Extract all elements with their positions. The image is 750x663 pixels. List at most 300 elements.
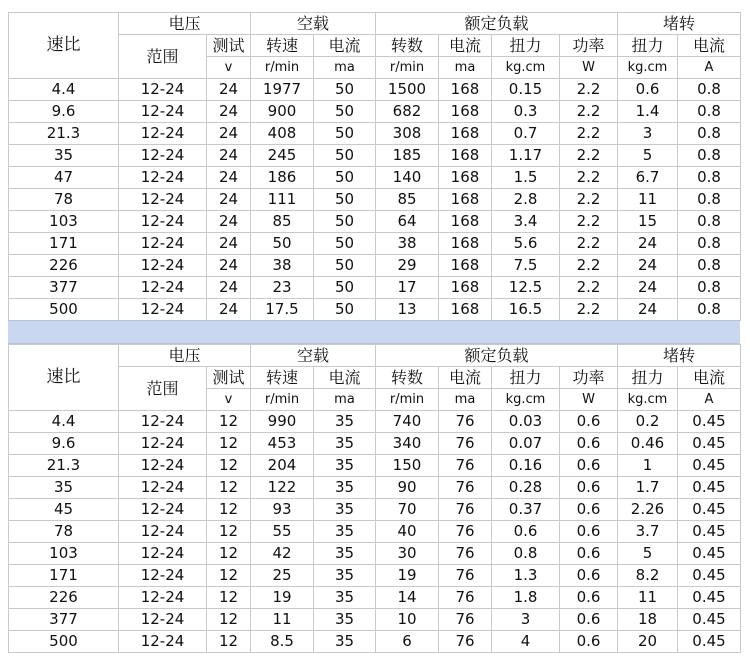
no-load-speed-cell: 17.5	[251, 299, 314, 321]
test-voltage-header: 测试	[207, 367, 251, 389]
stall-torque-cell: 24	[618, 277, 678, 299]
no-load-current-cell: 50	[314, 189, 376, 211]
rated-torque-cell: 7.5	[492, 255, 560, 277]
no-load-current-header: 电流	[314, 35, 376, 57]
stall-current-cell: 0.8	[678, 101, 741, 123]
unit-rpm: r/min	[376, 389, 439, 411]
test-voltage-cell: 12	[207, 411, 251, 433]
rated-power-cell: 2.2	[560, 189, 618, 211]
rated-rpm-cell: 340	[376, 433, 439, 455]
stall-torque-header: 扭力	[618, 367, 678, 389]
table-row	[9, 477, 741, 499]
rated-power-cell: 0.6	[560, 455, 618, 477]
rated-rpm-cell: 29	[376, 255, 439, 277]
motor-spec-table-12v	[8, 344, 741, 653]
no-load-current-cell: 50	[314, 211, 376, 233]
test-voltage-cell: 12	[207, 609, 251, 631]
rated-power-cell: 2.2	[560, 79, 618, 101]
speed-ratio-cell: 21.3	[9, 455, 119, 477]
stall-current-cell: 0.45	[678, 455, 741, 477]
no-load-current-cell: 50	[314, 233, 376, 255]
rated-rpm-header: 转数	[376, 35, 439, 57]
speed-ratio-cell: 78	[9, 189, 119, 211]
speed-ratio-cell: 35	[9, 145, 119, 167]
rated-torque-header: 扭力	[492, 35, 560, 57]
speed-ratio-cell: 500	[9, 631, 119, 653]
test-voltage-cell: 12	[207, 587, 251, 609]
table-row	[9, 101, 741, 123]
rated-power-cell: 2.2	[560, 123, 618, 145]
voltage-header: 电压	[119, 13, 251, 35]
no-load-speed-cell: 85	[251, 211, 314, 233]
no-load-speed-cell: 122	[251, 477, 314, 499]
no-load-current-cell: 50	[314, 255, 376, 277]
rated-current-cell: 168	[439, 277, 492, 299]
rated-rpm-cell: 90	[376, 477, 439, 499]
stall-current-cell: 0.8	[678, 211, 741, 233]
rated-rpm-cell: 10	[376, 609, 439, 631]
rated-rpm-cell: 740	[376, 411, 439, 433]
voltage-range-header: 范围	[119, 367, 207, 411]
table-row	[9, 631, 741, 653]
rated-current-cell: 76	[439, 499, 492, 521]
stall-torque-cell: 11	[618, 189, 678, 211]
rated-torque-cell: 0.7	[492, 123, 560, 145]
stall-current-cell: 0.45	[678, 565, 741, 587]
rated-load-header: 额定负载	[376, 13, 618, 35]
rated-power-cell: 2.2	[560, 255, 618, 277]
speed-ratio-cell: 9.6	[9, 433, 119, 455]
no-load-current-cell: 50	[314, 299, 376, 321]
unit-rpm: r/min	[376, 57, 439, 79]
voltage-range-cell: 12-24	[119, 255, 207, 277]
stall-current-cell: 0.8	[678, 189, 741, 211]
speed-ratio-cell: 226	[9, 255, 119, 277]
table-row	[9, 211, 741, 233]
speed-ratio-cell: 171	[9, 233, 119, 255]
stall-torque-cell: 18	[618, 609, 678, 631]
rated-power-cell: 2.2	[560, 299, 618, 321]
voltage-range-cell: 12-24	[119, 189, 207, 211]
table-row	[9, 299, 741, 321]
test-voltage-cell: 24	[207, 79, 251, 101]
stall-torque-cell: 3.7	[618, 521, 678, 543]
rated-rpm-cell: 308	[376, 123, 439, 145]
rated-current-cell: 76	[439, 455, 492, 477]
no-load-speed-cell: 453	[251, 433, 314, 455]
test-voltage-cell: 24	[207, 123, 251, 145]
no-load-speed-cell: 111	[251, 189, 314, 211]
stall-current-cell: 0.45	[678, 499, 741, 521]
test-voltage-cell: 12	[207, 455, 251, 477]
table-row	[9, 455, 741, 477]
rated-torque-cell: 0.03	[492, 411, 560, 433]
table-row	[9, 521, 741, 543]
table-row	[9, 167, 741, 189]
rated-torque-cell: 0.8	[492, 543, 560, 565]
rated-current-cell: 168	[439, 233, 492, 255]
rated-torque-cell: 5.6	[492, 233, 560, 255]
stall-torque-cell: 24	[618, 299, 678, 321]
rated-power-cell: 2.2	[560, 277, 618, 299]
rated-power-cell: 2.2	[560, 211, 618, 233]
no-load-speed-cell: 8.5	[251, 631, 314, 653]
speed-ratio-cell: 78	[9, 521, 119, 543]
no-load-speed-cell: 11	[251, 609, 314, 631]
rated-current-cell: 168	[439, 255, 492, 277]
rated-rpm-cell: 13	[376, 299, 439, 321]
rated-rpm-cell: 17	[376, 277, 439, 299]
stall-current-cell: 0.45	[678, 411, 741, 433]
unit-volt: v	[207, 389, 251, 411]
stall-torque-cell: 5	[618, 145, 678, 167]
rated-rpm-header: 转数	[376, 367, 439, 389]
test-voltage-cell: 12	[207, 565, 251, 587]
rated-torque-cell: 3	[492, 609, 560, 631]
rated-power-cell: 0.6	[560, 411, 618, 433]
stall-current-cell: 0.45	[678, 477, 741, 499]
rated-rpm-cell: 140	[376, 167, 439, 189]
rated-current-cell: 168	[439, 79, 492, 101]
rated-rpm-cell: 1500	[376, 79, 439, 101]
stall-torque-cell: 2.26	[618, 499, 678, 521]
no-load-speed-cell: 186	[251, 167, 314, 189]
no-load-current-cell: 35	[314, 609, 376, 631]
rated-load-header: 额定负载	[376, 345, 618, 367]
rated-current-cell: 76	[439, 565, 492, 587]
voltage-range-cell: 12-24	[119, 101, 207, 123]
unit-kgcm: kg.cm	[618, 389, 678, 411]
no-load-speed-cell: 38	[251, 255, 314, 277]
table-row	[9, 609, 741, 631]
no-load-current-cell: 35	[314, 587, 376, 609]
no-load-speed-cell: 93	[251, 499, 314, 521]
rated-current-header: 电流	[439, 35, 492, 57]
no-load-current-cell: 35	[314, 411, 376, 433]
rated-current-cell: 76	[439, 609, 492, 631]
stall-current-cell: 0.8	[678, 79, 741, 101]
voltage-range-cell: 12-24	[119, 455, 207, 477]
stall-current-cell: 0.45	[678, 609, 741, 631]
no-load-current-cell: 50	[314, 277, 376, 299]
table-row	[9, 433, 741, 455]
rated-torque-cell: 3.4	[492, 211, 560, 233]
voltage-range-header: 范围	[119, 35, 207, 79]
rated-torque-cell: 0.6	[492, 521, 560, 543]
rated-rpm-cell: 682	[376, 101, 439, 123]
stall-torque-cell: 0.2	[618, 411, 678, 433]
rated-torque-cell: 0.15	[492, 79, 560, 101]
rated-torque-cell: 1.3	[492, 565, 560, 587]
rated-power-cell: 0.6	[560, 433, 618, 455]
rated-torque-cell: 0.37	[492, 499, 560, 521]
unit-kgcm: kg.cm	[492, 57, 560, 79]
no-load-speed-cell: 25	[251, 565, 314, 587]
stall-torque-header: 扭力	[618, 35, 678, 57]
no-load-header: 空载	[251, 13, 376, 35]
rated-rpm-cell: 64	[376, 211, 439, 233]
test-voltage-cell: 12	[207, 433, 251, 455]
rated-current-cell: 168	[439, 123, 492, 145]
voltage-range-cell: 12-24	[119, 145, 207, 167]
stall-current-cell: 0.45	[678, 433, 741, 455]
stall-torque-cell: 0.46	[618, 433, 678, 455]
rated-current-cell: 168	[439, 145, 492, 167]
rated-rpm-cell: 14	[376, 587, 439, 609]
test-voltage-cell: 24	[207, 167, 251, 189]
rated-torque-cell: 12.5	[492, 277, 560, 299]
no-load-current-cell: 50	[314, 123, 376, 145]
test-voltage-cell: 24	[207, 189, 251, 211]
unit-watt: W	[560, 57, 618, 79]
no-load-current-cell: 35	[314, 455, 376, 477]
voltage-range-cell: 12-24	[119, 211, 207, 233]
unit-milliamp: ma	[314, 57, 376, 79]
unit-volt: v	[207, 57, 251, 79]
unit-milliamp: ma	[314, 389, 376, 411]
no-load-current-cell: 50	[314, 79, 376, 101]
test-voltage-cell: 12	[207, 499, 251, 521]
rated-current-cell: 76	[439, 521, 492, 543]
rated-current-cell: 76	[439, 631, 492, 653]
voltage-range-cell: 12-24	[119, 565, 207, 587]
test-voltage-cell: 24	[207, 255, 251, 277]
no-load-current-cell: 50	[314, 167, 376, 189]
speed-ratio-cell: 171	[9, 565, 119, 587]
test-voltage-cell: 24	[207, 211, 251, 233]
speed-ratio-cell: 47	[9, 167, 119, 189]
rated-torque-cell: 16.5	[492, 299, 560, 321]
stall-current-cell: 0.8	[678, 233, 741, 255]
voltage-range-cell: 12-24	[119, 167, 207, 189]
rated-current-cell: 168	[439, 299, 492, 321]
rated-power-cell: 0.6	[560, 631, 618, 653]
no-load-current-cell: 35	[314, 521, 376, 543]
stall-torque-cell: 20	[618, 631, 678, 653]
stall-torque-cell: 0.6	[618, 79, 678, 101]
rated-torque-cell: 0.3	[492, 101, 560, 123]
voltage-range-cell: 12-24	[119, 233, 207, 255]
speed-ratio-cell: 103	[9, 211, 119, 233]
no-load-speed-cell: 55	[251, 521, 314, 543]
voltage-range-cell: 12-24	[119, 477, 207, 499]
unit-milliamp: ma	[439, 389, 492, 411]
speed-ratio-header: 速比	[9, 13, 119, 79]
table-row	[9, 587, 741, 609]
no-load-current-cell: 50	[314, 145, 376, 167]
no-load-speed-cell: 204	[251, 455, 314, 477]
table-row	[9, 123, 741, 145]
rated-torque-header: 扭力	[492, 367, 560, 389]
rated-rpm-cell: 85	[376, 189, 439, 211]
rated-rpm-cell: 40	[376, 521, 439, 543]
no-load-speed-cell: 50	[251, 233, 314, 255]
no-load-current-header: 电流	[314, 367, 376, 389]
voltage-range-cell: 12-24	[119, 609, 207, 631]
voltage-range-cell: 12-24	[119, 521, 207, 543]
table-row	[9, 277, 741, 299]
table-row	[9, 189, 741, 211]
test-voltage-cell: 12	[207, 543, 251, 565]
table-row	[9, 79, 741, 101]
voltage-range-cell: 12-24	[119, 411, 207, 433]
speed-ratio-cell: 377	[9, 277, 119, 299]
speed-ratio-cell: 500	[9, 299, 119, 321]
stall-current-header: 电流	[678, 367, 741, 389]
no-load-speed-cell: 42	[251, 543, 314, 565]
test-voltage-cell: 12	[207, 631, 251, 653]
voltage-range-cell: 12-24	[119, 631, 207, 653]
rated-current-cell: 168	[439, 167, 492, 189]
stall-torque-cell: 5	[618, 543, 678, 565]
table-row	[9, 255, 741, 277]
unit-milliamp: ma	[439, 57, 492, 79]
no-load-current-cell: 35	[314, 499, 376, 521]
speed-ratio-cell: 377	[9, 609, 119, 631]
no-load-speed-cell: 900	[251, 101, 314, 123]
voltage-range-cell: 12-24	[119, 79, 207, 101]
no-load-current-cell: 35	[314, 477, 376, 499]
rated-torque-cell: 4	[492, 631, 560, 653]
rated-power-cell: 2.2	[560, 233, 618, 255]
rated-rpm-cell: 70	[376, 499, 439, 521]
no-load-speed-cell: 245	[251, 145, 314, 167]
no-load-speed-cell: 19	[251, 587, 314, 609]
voltage-range-cell: 12-24	[119, 499, 207, 521]
rated-power-cell: 2.2	[560, 167, 618, 189]
test-voltage-cell: 12	[207, 521, 251, 543]
voltage-header: 电压	[119, 345, 251, 367]
speed-ratio-header: 速比	[9, 345, 119, 411]
stall-torque-cell: 11	[618, 587, 678, 609]
rated-current-cell: 168	[439, 211, 492, 233]
stall-torque-cell: 1	[618, 455, 678, 477]
no-load-current-cell: 35	[314, 631, 376, 653]
stall-current-cell: 0.45	[678, 521, 741, 543]
speed-ratio-cell: 4.4	[9, 411, 119, 433]
speed-ratio-cell: 21.3	[9, 123, 119, 145]
rated-power-cell: 0.6	[560, 543, 618, 565]
table-row	[9, 145, 741, 167]
unit-kgcm: kg.cm	[492, 389, 560, 411]
test-voltage-header: 测试	[207, 35, 251, 57]
test-voltage-cell: 24	[207, 277, 251, 299]
stall-torque-cell: 8.2	[618, 565, 678, 587]
unit-amp: A	[678, 389, 741, 411]
no-load-current-cell: 50	[314, 101, 376, 123]
stall-torque-cell: 1.4	[618, 101, 678, 123]
rated-power-cell: 0.6	[560, 587, 618, 609]
unit-kgcm: kg.cm	[618, 57, 678, 79]
no-load-current-cell: 35	[314, 543, 376, 565]
rated-torque-cell: 1.17	[492, 145, 560, 167]
stall-torque-cell: 15	[618, 211, 678, 233]
stall-header: 堵转	[618, 345, 741, 367]
stall-current-cell: 0.45	[678, 543, 741, 565]
rated-power-cell: 2.2	[560, 145, 618, 167]
stall-current-cell: 0.8	[678, 167, 741, 189]
rated-power-cell: 0.6	[560, 477, 618, 499]
rated-current-header: 电流	[439, 367, 492, 389]
speed-ratio-cell: 4.4	[9, 79, 119, 101]
voltage-range-cell: 12-24	[119, 299, 207, 321]
unit-rpm: r/min	[251, 57, 314, 79]
no-load-speed-cell: 408	[251, 123, 314, 145]
rated-torque-cell: 0.07	[492, 433, 560, 455]
rated-current-cell: 168	[439, 189, 492, 211]
no-load-speed-cell: 1977	[251, 79, 314, 101]
stall-torque-cell: 3	[618, 123, 678, 145]
rated-power-cell: 0.6	[560, 521, 618, 543]
unit-amp: A	[678, 57, 741, 79]
test-voltage-cell: 24	[207, 299, 251, 321]
stall-current-cell: 0.8	[678, 255, 741, 277]
rated-power-cell: 0.6	[560, 609, 618, 631]
stall-current-cell: 0.8	[678, 277, 741, 299]
rated-rpm-cell: 150	[376, 455, 439, 477]
table-row	[9, 411, 741, 433]
voltage-range-cell: 12-24	[119, 277, 207, 299]
stall-torque-cell: 1.7	[618, 477, 678, 499]
rated-current-cell: 168	[439, 101, 492, 123]
table-row	[9, 499, 741, 521]
voltage-range-cell: 12-24	[119, 543, 207, 565]
no-load-current-cell: 35	[314, 565, 376, 587]
speed-ratio-cell: 45	[9, 499, 119, 521]
no-load-speed-header: 转速	[251, 367, 314, 389]
stall-header: 堵转	[618, 13, 741, 35]
voltage-range-cell: 12-24	[119, 123, 207, 145]
rated-current-cell: 76	[439, 587, 492, 609]
voltage-range-cell: 12-24	[119, 433, 207, 455]
stall-current-header: 电流	[678, 35, 741, 57]
stall-torque-cell: 24	[618, 233, 678, 255]
rated-current-cell: 76	[439, 543, 492, 565]
rated-power-header: 功率	[560, 367, 618, 389]
rated-rpm-cell: 6	[376, 631, 439, 653]
rated-power-header: 功率	[560, 35, 618, 57]
rated-rpm-cell: 30	[376, 543, 439, 565]
table-row	[9, 233, 741, 255]
test-voltage-cell: 24	[207, 101, 251, 123]
test-voltage-cell: 12	[207, 477, 251, 499]
table-row	[9, 565, 741, 587]
speed-ratio-cell: 226	[9, 587, 119, 609]
test-voltage-cell: 24	[207, 233, 251, 255]
rated-power-cell: 0.6	[560, 499, 618, 521]
no-load-speed-cell: 990	[251, 411, 314, 433]
rated-current-cell: 76	[439, 411, 492, 433]
stall-current-cell: 0.8	[678, 299, 741, 321]
table-row	[9, 543, 741, 565]
rated-torque-cell: 0.16	[492, 455, 560, 477]
rated-rpm-cell: 185	[376, 145, 439, 167]
test-voltage-cell: 24	[207, 145, 251, 167]
stall-current-cell: 0.45	[678, 587, 741, 609]
rated-power-cell: 2.2	[560, 101, 618, 123]
no-load-current-cell: 35	[314, 433, 376, 455]
rated-torque-cell: 1.5	[492, 167, 560, 189]
stall-torque-cell: 6.7	[618, 167, 678, 189]
rated-rpm-cell: 19	[376, 565, 439, 587]
no-load-speed-header: 转速	[251, 35, 314, 57]
rated-current-cell: 76	[439, 433, 492, 455]
stall-torque-cell: 24	[618, 255, 678, 277]
stall-current-cell: 0.8	[678, 123, 741, 145]
unit-watt: W	[560, 389, 618, 411]
motor-spec-table-24v	[8, 12, 741, 321]
rated-current-cell: 76	[439, 477, 492, 499]
